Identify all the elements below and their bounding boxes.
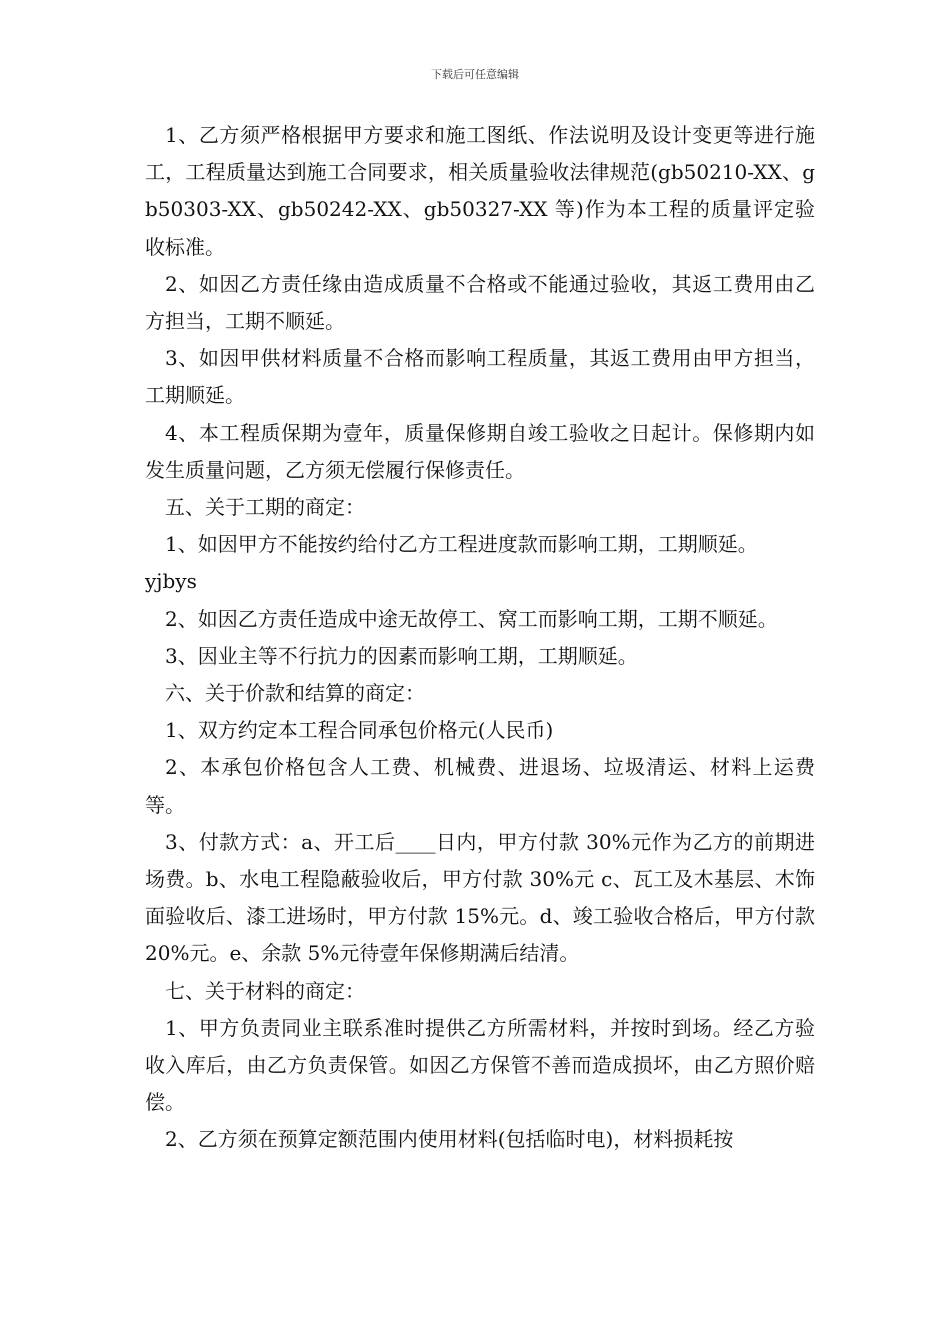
paragraph-force-majeure: 3、因业主等不行抗力的因素而影响工期，工期顺延。	[165, 643, 638, 668]
paragraph-quality-standard: 1、乙方须严格根据甲方要求和施工图纸、作法说明及设计变更等进行施工，工程质量达到施工合同要求，相关质量验收法律规范(gb50210-XX、gb50303-XX、gb50242-XX、gb50327-XX 等)作为本工程的质量评定验收标准。	[145, 123, 815, 259]
paragraph-payment-terms: 3、付款方式：a、开工后____日内，甲方付款 30%元作为乙方的前期进场费。b、水电工程隐蔽验收后，甲方付款 30%元 c、瓦工及木基层、木饰面验收后、漆工进场时，甲方付款 15%元。d、竣工验收合格后，甲方付款 20%元。e、余款 5%元待壹年保修期满后结清。	[145, 829, 815, 966]
paragraph-rework-owner-materials: 3、如因甲供材料质量不合格而影响工程质量，其返工费用由甲方担当，工期顺延。	[145, 346, 815, 408]
paragraph-materials-supply: 1、甲方负责同业主联系准时提供乙方所需材料，并按时到场。经乙方验收入库后，由乙方负责保管。如因乙方保管不善而造成损坏，由乙方照价赔偿。	[145, 1015, 815, 1115]
section-heading-materials: 七、关于材料的商定：	[165, 978, 365, 1003]
paragraph-schedule-contractor-delay: 2、如因乙方责任造成中途无故停工、窝工而影响工期，工期不顺延。	[165, 606, 778, 631]
paragraph-rework-contractor: 2、如因乙方责任缘由造成质量不合格或不能通过验收，其返工费用由乙方担当，工期不顺延。	[145, 271, 815, 334]
paragraph-warranty: 4、本工程质保期为壹年，质量保修期自竣工验收之日起计。保修期内如发生质量问题，乙方须无偿履行保修责任。	[145, 420, 815, 482]
paragraph-materials-usage: 2、乙方须在预算定额范围内使用材料(包括临时电)，材料损耗按	[165, 1127, 734, 1152]
page-header: 下载后可任意编辑	[431, 68, 519, 81]
section-heading-price: 六、关于价款和结算的商定：	[165, 681, 425, 706]
section-heading-schedule: 五、关于工期的商定：	[165, 495, 365, 520]
paragraph-schedule-payment-delay: 1、如因甲方不能按约给付乙方工程进度款而影响工期，工期顺延。	[165, 532, 758, 557]
document-body	[145, 117, 815, 1159]
paragraph-price-includes: 2、本承包价格包含人工费、机械费、进退场、垃圾清运、材料上运费等。	[145, 755, 815, 817]
paragraph-contract-price: 1、双方约定本工程合同承包价格元(人民币)	[165, 718, 554, 743]
stray-text: yjbys	[145, 569, 197, 594]
